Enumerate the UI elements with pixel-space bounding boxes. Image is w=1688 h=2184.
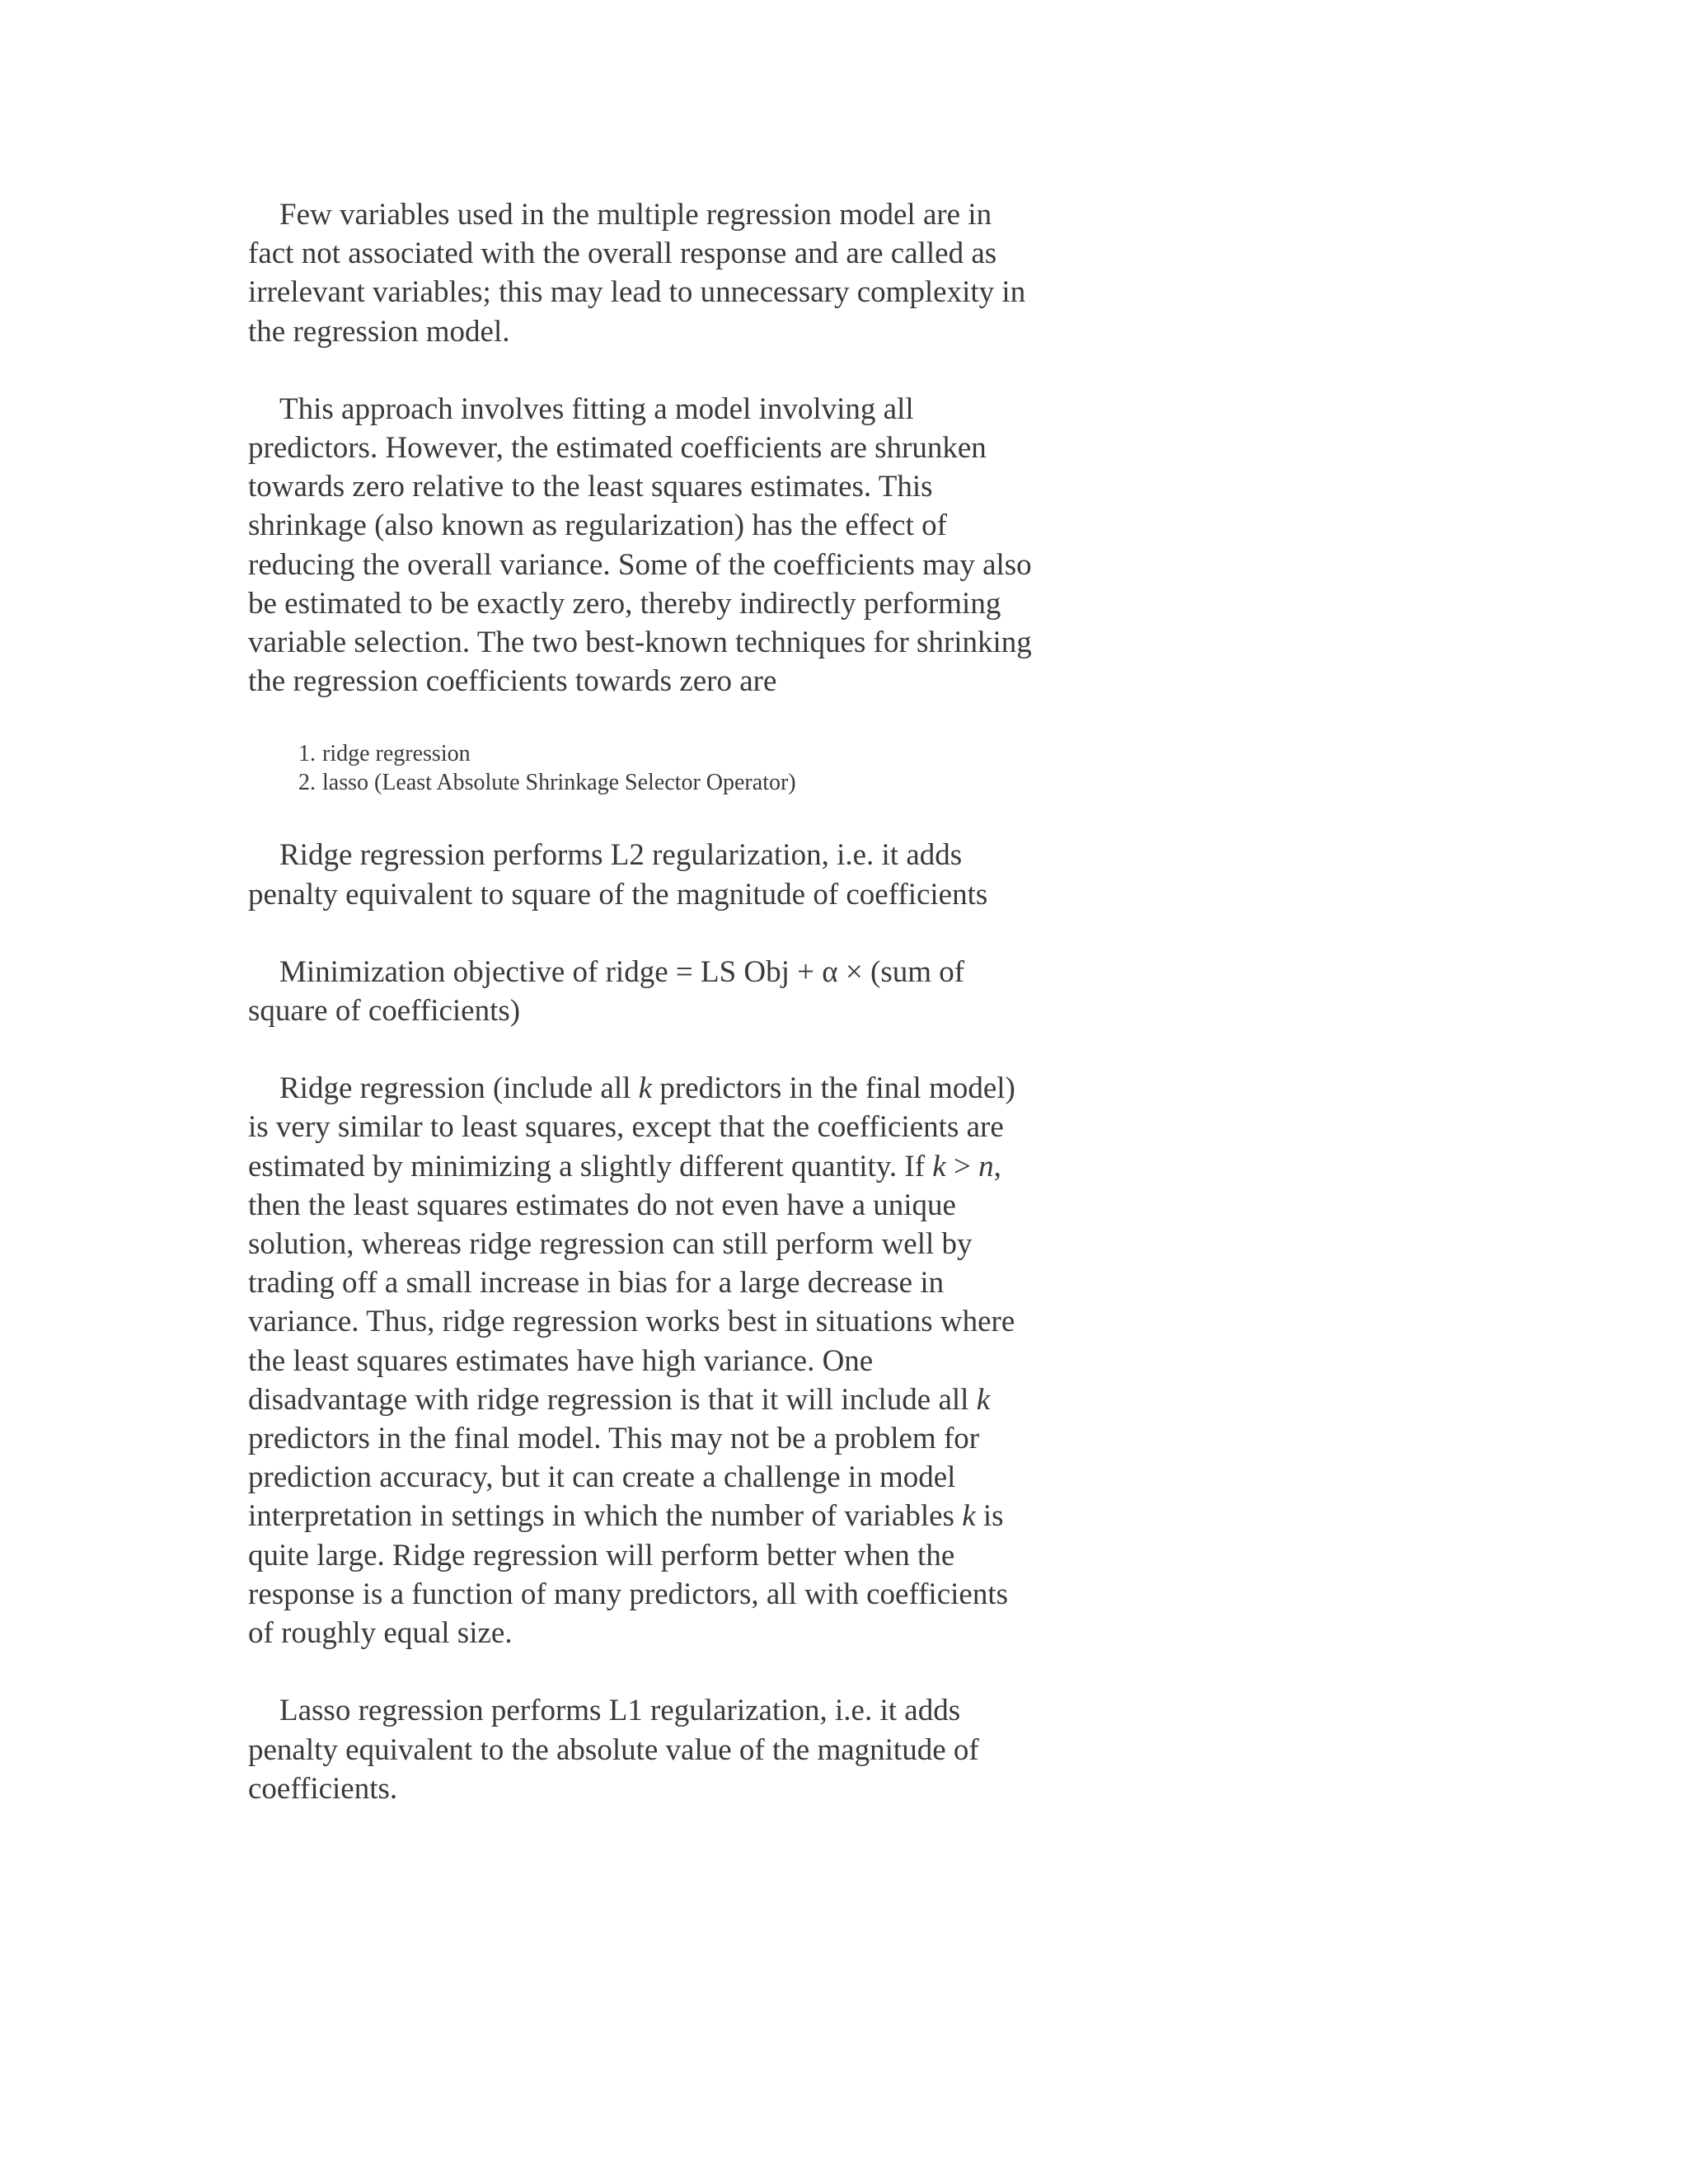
paragraph-ridge-details — [248, 1069, 1039, 1652]
math-variable-k: k — [932, 1149, 946, 1183]
list-item-text: ridge regression — [322, 741, 471, 767]
math-variable-k: k — [976, 1382, 991, 1417]
text-run: is quite large. Ridge regression will perform better when the response is a function of many predictors, all with coefficients of roughly equal size. — [248, 1499, 1009, 1651]
text-run: Ridge regression (include all — [279, 1071, 639, 1106]
document-body — [248, 195, 1039, 1847]
paragraph-shrinkage: This approach involves fitting a model involving all predictors. However, the estimated coefficients are shrunken towards zero relative to the least squares estimates. This shrinkage (also known as regularization) has the effect of reducing the overall variance. Some of the coefficients may also be estimated to be exactly zero, thereby indirectly performing variable selection. The two best-known techniques for shrinking the regression coefficients towards zero are — [248, 391, 1032, 699]
list-item — [248, 739, 1039, 768]
math-variable-k: k — [638, 1071, 653, 1106]
list-item-number: 2. — [298, 770, 316, 796]
paragraph-ridge-objective: Minimization objective of ridge = LS Obj + α × (sum of square of coefficients) — [248, 954, 965, 1029]
list-item-number: 1. — [298, 741, 316, 767]
text-run: predictors in the final model. This may not be a problem for prediction accuracy, but it can create a challenge in model interpretation in settings in which the number of variables — [248, 1422, 980, 1534]
list-item — [248, 768, 1039, 797]
text-run: , then the least squares estimates do not even have a unique solution, whereas ridge regression can still perform well by trading off a small increase in bias for a large decrease in variance. Thus, ridge regression works best in situations where the least squares estimates have high variance. One disadvantage with ridge regression is that it will include all — [248, 1149, 1015, 1417]
paragraph-lasso-l1: Lasso regression performs L1 regularization, i.e. it adds penalty equivalent to the absolute value of the magnitude of coefficients. — [248, 1694, 979, 1806]
math-variable-n: n — [978, 1149, 994, 1183]
shrinkage-techniques-list — [248, 739, 1039, 797]
list-item-text: lasso (Least Absolute Shrinkage Selector Operator) — [322, 770, 796, 796]
paragraph-irrelevant-variables: Few variables used in the multiple regression model are in fact not associated with the overall response and are called as irrelevant variables; this may lead to unnecessary complexity in the regression model. — [248, 198, 1026, 349]
text-run: > — [945, 1149, 979, 1183]
paragraph-ridge-l2: Ridge regression performs L2 regularization, i.e. it adds penalty equivalent to square of the magnitude of coefficients — [248, 838, 988, 912]
text-run: predictors in the final model) is very similar to least squares, except that the coefficients are estimated by minimizing a slightly different quantity. If — [248, 1071, 1015, 1183]
math-variable-k: k — [962, 1499, 976, 1534]
